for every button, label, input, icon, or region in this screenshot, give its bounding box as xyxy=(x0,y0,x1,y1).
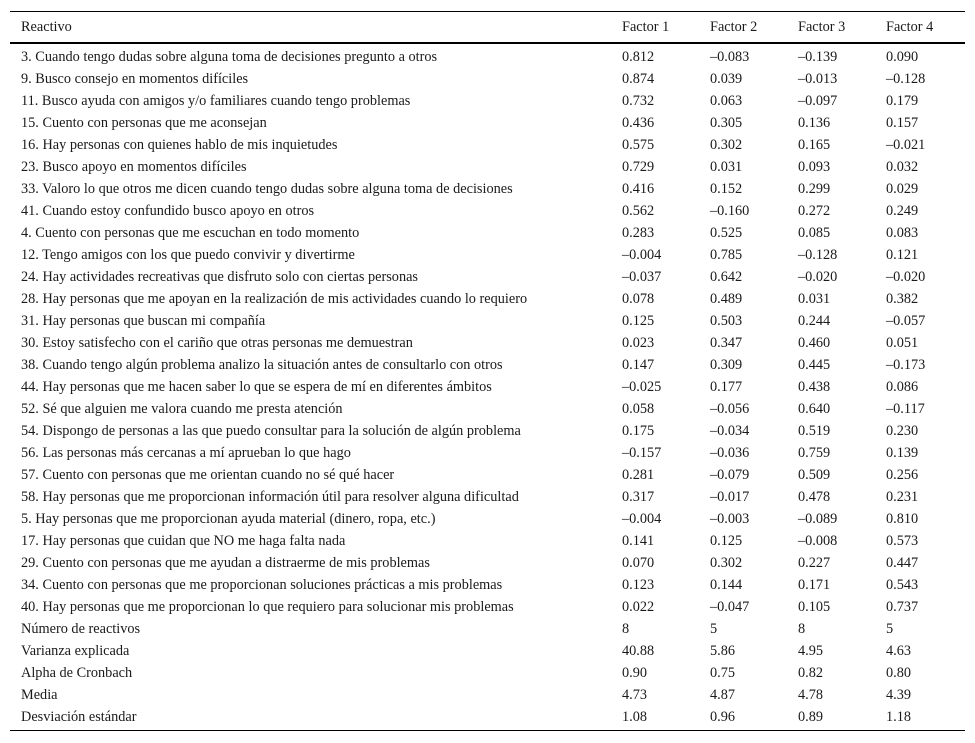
cell-factor-3: 0.171 xyxy=(798,576,831,593)
cell-factor-4: 1.18 xyxy=(886,708,912,725)
cell-reactivo: Desviación estándar xyxy=(21,708,137,725)
cell-factor-1: 0.123 xyxy=(622,576,655,593)
table-row xyxy=(10,530,965,552)
cell-factor-4: 0.121 xyxy=(886,246,919,263)
header-reactivo: Reactivo xyxy=(21,18,72,35)
cell-reactivo: Número de reactivos xyxy=(21,620,141,637)
table-header xyxy=(10,12,965,44)
cell-factor-2: 0.75 xyxy=(710,664,736,681)
cell-factor-4: 0.029 xyxy=(886,180,919,197)
cell-factor-4: 0.573 xyxy=(886,532,919,549)
factor-loadings-table-container xyxy=(10,11,965,731)
cell-factor-2: 5.86 xyxy=(710,642,736,659)
cell-factor-2: 0.347 xyxy=(710,334,743,351)
table-row xyxy=(10,486,965,508)
cell-factor-1: 0.317 xyxy=(622,488,655,505)
cell-factor-3: 0.165 xyxy=(798,136,831,153)
cell-factor-2: 0.031 xyxy=(710,158,743,175)
cell-factor-3: 0.519 xyxy=(798,422,831,439)
cell-factor-4: 0.249 xyxy=(886,202,919,219)
table-row xyxy=(10,596,965,618)
cell-factor-4: 0.256 xyxy=(886,466,919,483)
table-row xyxy=(10,90,965,112)
cell-factor-1: 0.022 xyxy=(622,598,655,615)
cell-factor-2: –0.056 xyxy=(710,400,750,417)
cell-factor-3: 0.460 xyxy=(798,334,831,351)
cell-reactivo: 9. Busco consejo en momentos difíciles xyxy=(21,70,249,87)
table-row xyxy=(10,43,965,68)
cell-reactivo: 24. Hay actividades recreativas que disfruto solo con ciertas personas xyxy=(21,268,418,285)
cell-reactivo: Media xyxy=(21,686,58,703)
cell-factor-4: –0.128 xyxy=(886,70,926,87)
cell-reactivo: 28. Hay personas que me apoyan en la realización de mis actividades cuando lo requiero xyxy=(21,290,528,307)
cell-factor-1: 4.73 xyxy=(622,686,648,703)
cell-factor-3: 0.640 xyxy=(798,400,831,417)
cell-reactivo: 31. Hay personas que buscan mi compañía xyxy=(21,312,266,329)
table-row xyxy=(10,134,965,156)
header-row xyxy=(10,12,965,44)
table-row xyxy=(10,266,965,288)
cell-factor-2: 0.144 xyxy=(710,576,743,593)
cell-reactivo: 58. Hay personas que me proporcionan información útil para resolver alguna dificultad xyxy=(21,488,519,505)
header-factor-4: Factor 4 xyxy=(886,18,934,35)
factor-loadings-table xyxy=(10,11,965,731)
cell-factor-3: –0.139 xyxy=(798,48,838,65)
cell-factor-1: 0.078 xyxy=(622,290,655,307)
table-row xyxy=(10,68,965,90)
cell-factor-3: 4.95 xyxy=(798,642,824,659)
table-row xyxy=(10,464,965,486)
cell-factor-2: 0.642 xyxy=(710,268,743,285)
cell-factor-3: 0.105 xyxy=(798,598,831,615)
cell-factor-3: 0.227 xyxy=(798,554,831,571)
cell-factor-1: –0.004 xyxy=(622,510,662,527)
table-row xyxy=(10,310,965,332)
cell-factor-4: 0.157 xyxy=(886,114,919,131)
cell-factor-2: 0.152 xyxy=(710,180,743,197)
cell-factor-4: 0.447 xyxy=(886,554,919,571)
cell-factor-4: 0.032 xyxy=(886,158,919,175)
cell-factor-1: 0.147 xyxy=(622,356,655,373)
cell-factor-2: 0.063 xyxy=(710,92,743,109)
cell-factor-1: 0.125 xyxy=(622,312,655,329)
cell-factor-1: 0.416 xyxy=(622,180,655,197)
cell-factor-4: 0.179 xyxy=(886,92,919,109)
cell-factor-3: 0.82 xyxy=(798,664,824,681)
table-row xyxy=(10,376,965,398)
cell-factor-4: 0.80 xyxy=(886,664,912,681)
cell-factor-1: 0.729 xyxy=(622,158,655,175)
cell-factor-1: 0.281 xyxy=(622,466,655,483)
table-row xyxy=(10,442,965,464)
cell-reactivo: 40. Hay personas que me proporcionan lo que requiero para solucionar mis problemas xyxy=(21,598,514,615)
cell-factor-1: 0.175 xyxy=(622,422,655,439)
table-row xyxy=(10,574,965,596)
table-row xyxy=(10,706,965,731)
cell-factor-2: 0.039 xyxy=(710,70,743,87)
table-row xyxy=(10,420,965,442)
cell-factor-2: 0.177 xyxy=(710,378,743,395)
cell-factor-3: 0.085 xyxy=(798,224,831,241)
cell-factor-1: 0.070 xyxy=(622,554,655,571)
cell-factor-3: –0.020 xyxy=(798,268,838,285)
cell-reactivo: 33. Valoro lo que otros me dicen cuando tengo dudas sobre alguna toma de decisiones xyxy=(21,180,513,197)
cell-factor-2: 0.489 xyxy=(710,290,743,307)
table-row xyxy=(10,684,965,706)
cell-factor-4: 5 xyxy=(886,620,894,637)
table-row xyxy=(10,222,965,244)
cell-factor-1: 0.023 xyxy=(622,334,655,351)
table-row xyxy=(10,156,965,178)
cell-reactivo: 16. Hay personas con quienes hablo de mis inquietudes xyxy=(21,136,338,153)
cell-factor-1: 0.283 xyxy=(622,224,655,241)
cell-reactivo: 30. Estoy satisfecho con el cariño que otras personas me demuestran xyxy=(21,334,413,351)
cell-reactivo: 29. Cuento con personas que me ayudan a distraerme de mis problemas xyxy=(21,554,430,571)
cell-factor-4: 0.083 xyxy=(886,224,919,241)
cell-factor-4: –0.021 xyxy=(886,136,926,153)
cell-reactivo: 5. Hay personas que me proporcionan ayuda material (dinero, ropa, etc.) xyxy=(21,510,436,527)
cell-factor-3: 0.299 xyxy=(798,180,831,197)
cell-factor-1: 0.812 xyxy=(622,48,655,65)
table-row xyxy=(10,288,965,310)
cell-factor-1: 0.562 xyxy=(622,202,655,219)
table-row xyxy=(10,508,965,530)
table-row xyxy=(10,332,965,354)
cell-reactivo: 34. Cuento con personas que me proporcionan soluciones prácticas a mis problemas xyxy=(21,576,503,593)
cell-factor-3: –0.128 xyxy=(798,246,838,263)
cell-factor-1: 0.874 xyxy=(622,70,655,87)
cell-factor-3: 0.244 xyxy=(798,312,831,329)
cell-factor-2: –0.079 xyxy=(710,466,750,483)
cell-factor-2: 0.96 xyxy=(710,708,736,725)
cell-factor-3: 0.89 xyxy=(798,708,824,725)
cell-factor-1: 0.058 xyxy=(622,400,655,417)
cell-reactivo: 3. Cuando tengo dudas sobre alguna toma de decisiones pregunto a otros xyxy=(21,48,438,65)
cell-factor-1: –0.004 xyxy=(622,246,662,263)
cell-factor-2: –0.003 xyxy=(710,510,750,527)
table-row xyxy=(10,178,965,200)
cell-factor-3: 0.272 xyxy=(798,202,831,219)
cell-factor-1: 0.575 xyxy=(622,136,655,153)
cell-reactivo: Alpha de Cronbach xyxy=(21,664,133,681)
cell-factor-4: 4.63 xyxy=(886,642,912,659)
cell-factor-1: 0.732 xyxy=(622,92,655,109)
cell-factor-4: 0.737 xyxy=(886,598,919,615)
cell-factor-2: 0.302 xyxy=(710,554,743,571)
cell-reactivo: 44. Hay personas que me hacen saber lo que se espera de mí en diferentes ámbitos xyxy=(21,378,492,395)
cell-factor-1: –0.025 xyxy=(622,378,662,395)
cell-reactivo: 54. Dispongo de personas a las que puedo consultar para la solución de algún problema xyxy=(21,422,521,439)
cell-factor-1: 40.88 xyxy=(622,642,655,659)
table-row xyxy=(10,354,965,376)
cell-factor-2: –0.083 xyxy=(710,48,750,65)
cell-factor-2: 0.125 xyxy=(710,532,743,549)
cell-reactivo: 56. Las personas más cercanas a mí aprueban lo que hago xyxy=(21,444,351,461)
cell-factor-1: 0.141 xyxy=(622,532,655,549)
cell-factor-4: 4.39 xyxy=(886,686,912,703)
cell-factor-3: 0.509 xyxy=(798,466,831,483)
cell-factor-1: 0.90 xyxy=(622,664,648,681)
cell-factor-2: 0.503 xyxy=(710,312,743,329)
header-factor-3: Factor 3 xyxy=(798,18,846,35)
cell-factor-3: 4.78 xyxy=(798,686,824,703)
cell-factor-2: 0.302 xyxy=(710,136,743,153)
cell-factor-3: 0.031 xyxy=(798,290,831,307)
cell-factor-2: 0.525 xyxy=(710,224,743,241)
cell-factor-4: 0.090 xyxy=(886,48,919,65)
cell-factor-2: 4.87 xyxy=(710,686,736,703)
cell-reactivo: 11. Busco ayuda con amigos y/o familiares cuando tengo problemas xyxy=(21,92,411,109)
table-row xyxy=(10,398,965,420)
cell-factor-4: 0.231 xyxy=(886,488,919,505)
cell-factor-1: –0.037 xyxy=(622,268,662,285)
cell-factor-3: –0.097 xyxy=(798,92,838,109)
cell-factor-2: 0.305 xyxy=(710,114,743,131)
cell-factor-4: 0.086 xyxy=(886,378,919,395)
cell-reactivo: 41. Cuando estoy confundido busco apoyo en otros xyxy=(21,202,315,219)
cell-factor-4: –0.117 xyxy=(886,400,925,417)
cell-factor-1: 8 xyxy=(622,620,630,637)
cell-factor-3: 0.093 xyxy=(798,158,831,175)
cell-factor-3: –0.013 xyxy=(798,70,838,87)
cell-factor-2: –0.017 xyxy=(710,488,750,505)
table-row xyxy=(10,618,965,640)
cell-reactivo: 15. Cuento con personas que me aconsejan xyxy=(21,114,267,131)
table-row xyxy=(10,552,965,574)
table-row xyxy=(10,640,965,662)
cell-factor-3: 0.478 xyxy=(798,488,831,505)
cell-reactivo: 38. Cuando tengo algún problema analizo la situación antes de consultarlo con otros xyxy=(21,356,503,373)
table-row xyxy=(10,200,965,222)
table-row xyxy=(10,244,965,266)
table-row xyxy=(10,112,965,134)
cell-factor-4: –0.173 xyxy=(886,356,926,373)
cell-factor-3: 8 xyxy=(798,620,806,637)
cell-reactivo: 12. Tengo amigos con los que puedo convivir y divertirme xyxy=(21,246,355,263)
cell-reactivo: 17. Hay personas que cuidan que NO me haga falta nada xyxy=(21,532,346,549)
cell-factor-2: –0.034 xyxy=(710,422,750,439)
cell-factor-1: –0.157 xyxy=(622,444,662,461)
cell-factor-3: 0.445 xyxy=(798,356,831,373)
table-body xyxy=(10,43,965,731)
cell-factor-3: 0.759 xyxy=(798,444,831,461)
cell-factor-2: –0.036 xyxy=(710,444,750,461)
cell-factor-4: 0.810 xyxy=(886,510,919,527)
cell-factor-2: –0.160 xyxy=(710,202,750,219)
cell-factor-4: 0.543 xyxy=(886,576,919,593)
cell-factor-2: 5 xyxy=(710,620,718,637)
cell-factor-1: 1.08 xyxy=(622,708,648,725)
header-factor-1: Factor 1 xyxy=(622,18,670,35)
cell-factor-4: –0.057 xyxy=(886,312,926,329)
cell-factor-2: 0.309 xyxy=(710,356,743,373)
cell-factor-3: –0.089 xyxy=(798,510,838,527)
table-row xyxy=(10,662,965,684)
cell-reactivo: Varianza explicada xyxy=(21,642,130,659)
cell-factor-3: –0.008 xyxy=(798,532,838,549)
cell-factor-4: 0.139 xyxy=(886,444,919,461)
cell-factor-2: –0.047 xyxy=(710,598,750,615)
header-factor-2: Factor 2 xyxy=(710,18,758,35)
cell-factor-4: 0.230 xyxy=(886,422,919,439)
cell-factor-2: 0.785 xyxy=(710,246,743,263)
cell-reactivo: 52. Sé que alguien me valora cuando me presta atención xyxy=(21,400,343,417)
cell-reactivo: 57. Cuento con personas que me orientan cuando no sé qué hacer xyxy=(21,466,395,483)
cell-reactivo: 23. Busco apoyo en momentos difíciles xyxy=(21,158,247,175)
cell-reactivo: 4. Cuento con personas que me escuchan en todo momento xyxy=(21,224,360,241)
cell-factor-1: 0.436 xyxy=(622,114,655,131)
cell-factor-3: 0.136 xyxy=(798,114,831,131)
cell-factor-4: 0.382 xyxy=(886,290,919,307)
cell-factor-3: 0.438 xyxy=(798,378,831,395)
cell-factor-4: –0.020 xyxy=(886,268,926,285)
cell-factor-4: 0.051 xyxy=(886,334,919,351)
